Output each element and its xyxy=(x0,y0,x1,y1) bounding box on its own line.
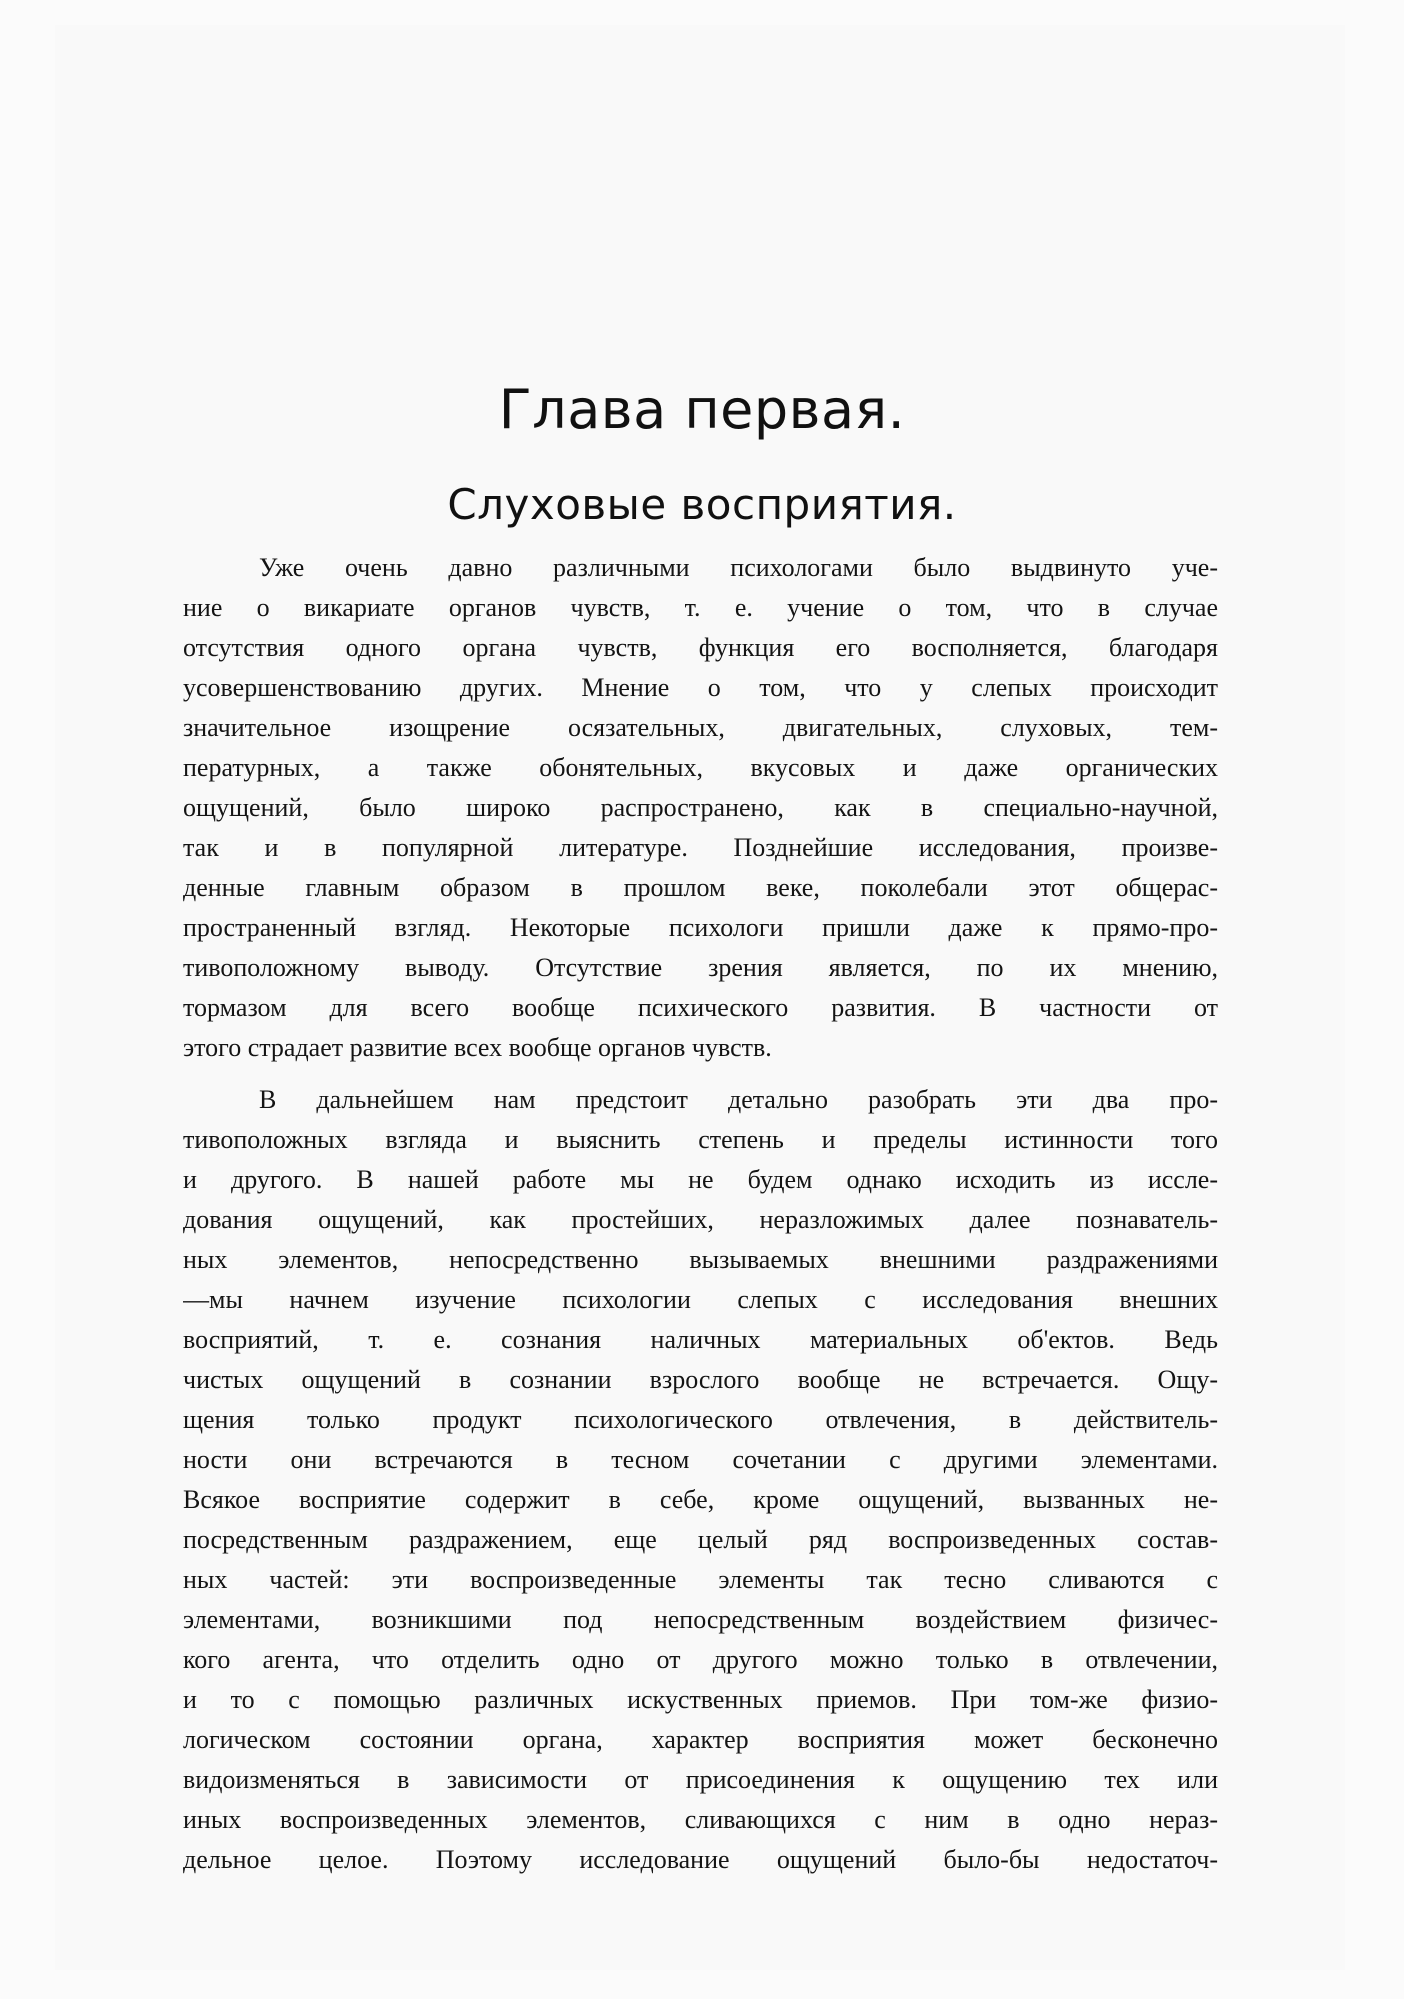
text-line: —мы начнем изучение психологии слепых с исследования внешних xyxy=(183,1285,1218,1314)
text-line: тивоположному выводу. Отсутствие зрения является, по их мнению, xyxy=(183,953,1218,982)
text-line: ние о викариате органов чувств, т. е. учение о том, что в случае xyxy=(183,593,1218,622)
text-line: иных воспроизведенных элементов, сливающихся с ним в одно нераз- xyxy=(183,1805,1218,1834)
text-line: щения только продукт психологического отвлечения, в действитель- xyxy=(183,1405,1218,1434)
section-title: Слуховые восприятия. xyxy=(447,480,957,529)
text-line: тивоположных взгляда и выяснить степень и пределы истинности того xyxy=(183,1125,1218,1154)
text-line: и то с помощью различных искуственных приемов. При том-же физио- xyxy=(183,1685,1218,1714)
text-line: ощущений, было широко распространено, как в специально-научной, xyxy=(183,793,1218,822)
chapter-title: Глава первая. xyxy=(498,378,906,441)
text-line: Всякое восприятие содержит в себе, кроме ощущений, вызванных не- xyxy=(183,1485,1218,1514)
text-line: посредственным раздражением, еще целый ряд воспроизведенных состав- xyxy=(183,1525,1218,1554)
text-line: денные главным образом в прошлом веке, поколебали этот общерас- xyxy=(183,873,1218,902)
text-line: значительное изощрение осязательных, двигательных, слуховых, тем- xyxy=(183,713,1218,742)
text-line: кого агента, что отделить одно от другого можно только в отвлечении, xyxy=(183,1645,1218,1674)
text-line: усовершенствованию других. Мнение о том, что у слепых происходит xyxy=(183,673,1218,702)
text-line: так и в популярной литературе. Позднейшие исследования, произве- xyxy=(183,833,1218,862)
text-line: чистых ощущений в сознании взрослого вообще не встречается. Ощу- xyxy=(183,1365,1218,1394)
text-line: ности они встречаются в тесном сочетании с другими элементами. xyxy=(183,1445,1218,1474)
text-line: пературных, а также обонятельных, вкусовых и даже органических xyxy=(183,753,1218,782)
text-line: элементами, возникшими под непосредственным воздействием физичес- xyxy=(183,1605,1218,1634)
text-line: восприятий, т. е. сознания наличных материальных об'ектов. Ведь xyxy=(183,1325,1218,1354)
text-line: видоизменяться в зависимости от присоединения к ощущению тех или xyxy=(183,1765,1218,1794)
text-line: пространенный взгляд. Некоторые психологи пришли даже к прямо-про- xyxy=(183,913,1218,942)
text-line: В дальнейшем нам предстоит детально разобрать эти два про- xyxy=(259,1085,1218,1114)
text-line: ных элементов, непосредственно вызываемых внешними раздражениями xyxy=(183,1245,1218,1274)
text-line: дельное целое. Поэтому исследование ощущений было-бы недостаточ- xyxy=(183,1845,1218,1874)
text-line: ных частей: эти воспроизведенные элементы так тесно сливаются с xyxy=(183,1565,1218,1594)
text-line: дования ощущений, как простейших, неразложимых далее познаватель- xyxy=(183,1205,1218,1234)
paragraph-2 xyxy=(183,1080,1218,1880)
text-line: и другого. В нашей работе мы не будем однако исходить из иссле- xyxy=(183,1165,1218,1194)
text-line: тормазом для всего вообще психического развития. В частности от xyxy=(183,993,1218,1022)
text-line: отсутствия одного органа чувств, функция его восполняется, благодаря xyxy=(183,633,1218,662)
text-line: этого страдает развитие всех вообще органов чувств. xyxy=(183,1033,772,1062)
text-line: логическом состоянии органа, характер восприятия может бесконечно xyxy=(183,1725,1218,1754)
paragraph-1 xyxy=(183,548,1218,1068)
text-line: Уже очень давно различными психологами было выдвинуто уче- xyxy=(259,553,1218,582)
